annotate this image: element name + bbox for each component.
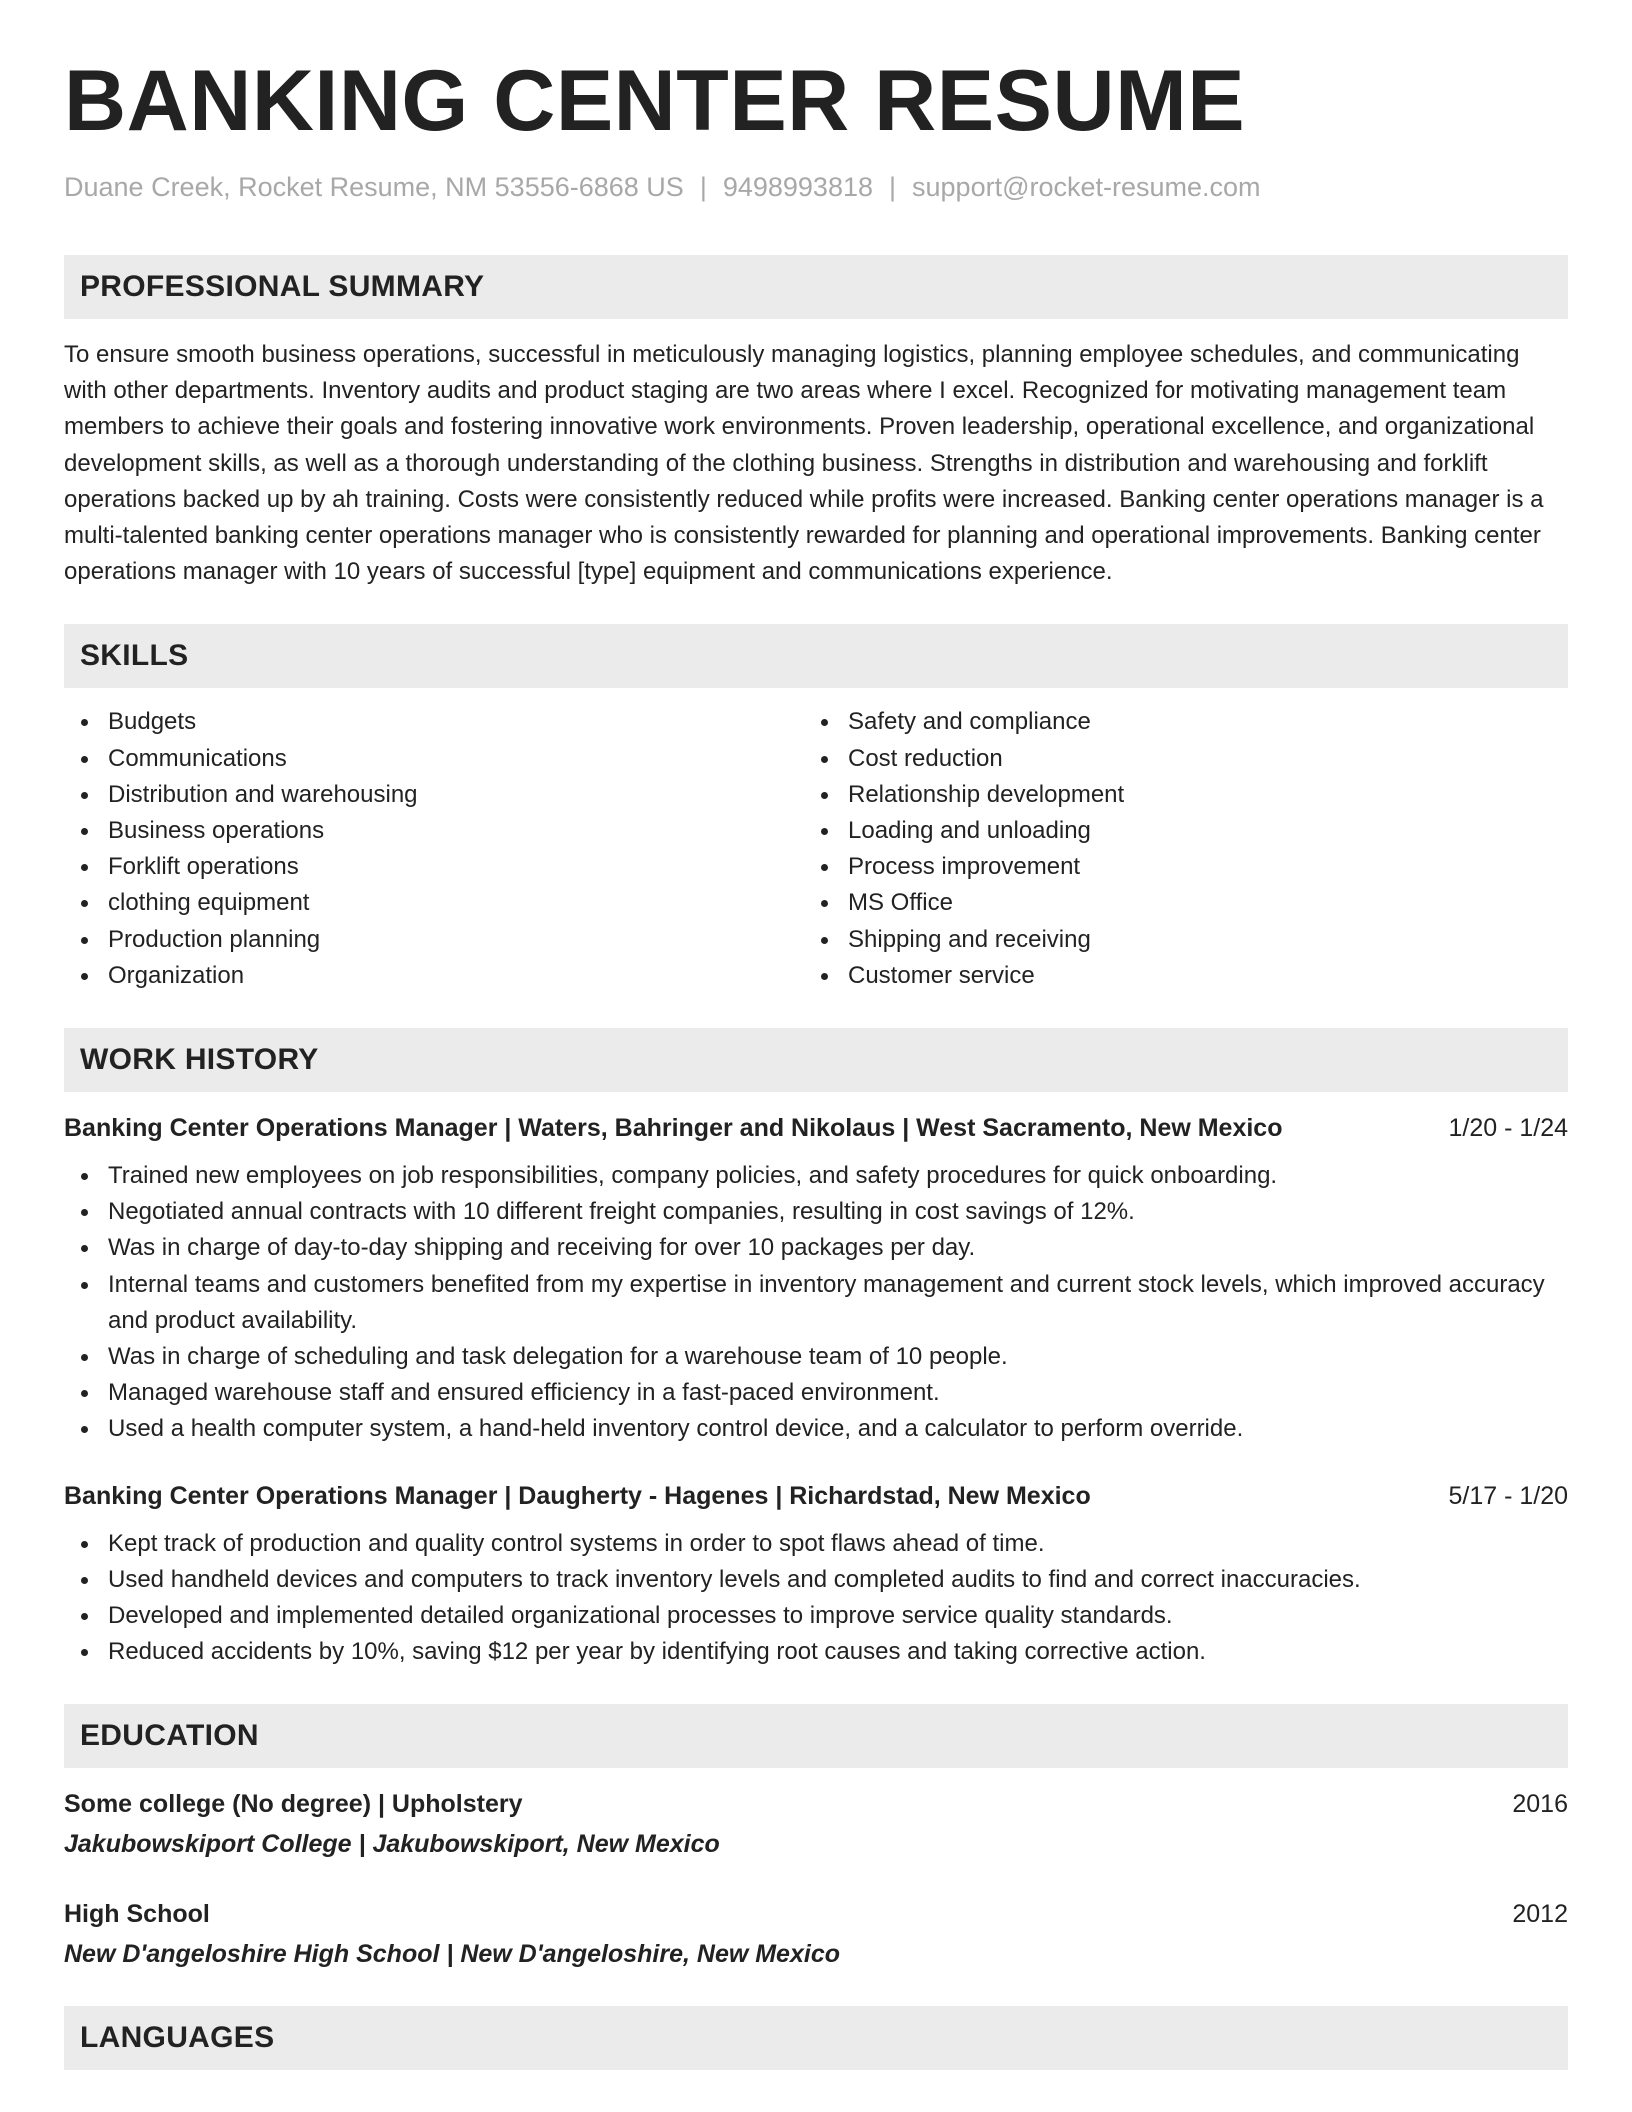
skill-item: Business operations xyxy=(64,813,804,849)
skills-column-right xyxy=(804,704,1544,994)
job-bullet: Reduced accidents by 10%, saving $12 per year by identifying root causes and taking corrective action. xyxy=(64,1634,1568,1670)
contact-address: Duane Creek, Rocket Resume, NM 53556-6868 US xyxy=(64,172,684,202)
education-degree: High School xyxy=(64,1900,210,1929)
job-bullet: Kept track of production and quality control systems in order to spot flaws ahead of time. xyxy=(64,1526,1568,1562)
contact-separator: | xyxy=(699,172,707,202)
education-header xyxy=(64,1896,1568,1932)
skill-item: clothing equipment xyxy=(64,885,804,921)
job-bullet: Developed and implemented detailed organizational processes to improve service quality standards. xyxy=(64,1598,1568,1634)
job-entry xyxy=(64,1478,1568,1671)
job-title: Banking Center Operations Manager | Waters, Bahringer and Nikolaus | West Sacramento, New Mexico xyxy=(64,1114,1283,1143)
skill-item: Organization xyxy=(64,958,804,994)
skill-item: Distribution and warehousing xyxy=(64,777,804,813)
job-dates: 1/20 - 1/24 xyxy=(1448,1114,1568,1143)
education-entry xyxy=(64,1786,1568,1862)
job-bullets xyxy=(64,1158,1568,1448)
resume-title: BANKING CENTER RESUME xyxy=(64,53,1246,149)
skill-item: Relationship development xyxy=(804,777,1544,813)
job-bullet: Used handheld devices and computers to track inventory levels and completed audits to find and correct inaccuracies. xyxy=(64,1562,1568,1598)
job-entry xyxy=(64,1110,1568,1448)
education-year: 2012 xyxy=(1512,1900,1568,1929)
education-school: New D'angeloshire High School | New D'angeloshire, New Mexico xyxy=(64,1940,840,1969)
skills-list xyxy=(64,704,1568,994)
job-bullet: Internal teams and customers benefited from my expertise in inventory management and current stock levels, which improved accuracy and product availability. xyxy=(64,1267,1568,1339)
job-bullet: Was in charge of scheduling and task delegation for a warehouse team of 10 people. xyxy=(64,1339,1568,1375)
job-bullet: Trained new employees on job responsibilities, company policies, and safety procedures for quick onboarding. xyxy=(64,1158,1568,1194)
skill-item: Forklift operations xyxy=(64,849,804,885)
section-heading-summary: PROFESSIONAL SUMMARY xyxy=(64,255,1568,319)
section-heading-education: EDUCATION xyxy=(64,1704,1568,1768)
job-header xyxy=(64,1478,1568,1514)
contact-email: support@rocket-resume.com xyxy=(912,172,1261,202)
education-school: Jakubowskiport College | Jakubowskiport, New Mexico xyxy=(64,1830,720,1859)
section-heading-skills: SKILLS xyxy=(64,624,1568,688)
contact-line xyxy=(64,172,1568,203)
education-year: 2016 xyxy=(1512,1790,1568,1819)
job-header xyxy=(64,1110,1568,1146)
contact-phone: 9498993818 xyxy=(722,172,873,202)
job-title: Banking Center Operations Manager | Daugherty - Hagenes | Richardstad, New Mexico xyxy=(64,1481,1091,1510)
skill-item: Budgets xyxy=(64,704,804,740)
job-bullet: Managed warehouse staff and ensured efficiency in a fast-paced environment. xyxy=(64,1375,1568,1411)
job-bullets xyxy=(64,1526,1568,1671)
section-heading-work-history: WORK HISTORY xyxy=(64,1028,1568,1092)
job-bullet: Negotiated annual contracts with 10 different freight companies, resulting in cost savings of 12%. xyxy=(64,1194,1568,1230)
skill-item: MS Office xyxy=(804,885,1544,921)
education-header xyxy=(64,1786,1568,1822)
summary-text: To ensure smooth business operations, successful in meticulously managing logistics, planning employee schedules, and communicating with other departments. Inventory audits and product staging are two areas where I excel. Recognized for motivating management team members to achieve their goals and fostering innovative work environments. Proven leadership, operational excellence, and organizational development skills, as well as a thorough understanding of the clothing business. Strengths in distribution and warehousing and forklift operations backed up by ah training. Costs were consistently reduced while profits were increased. Banking center operations manager is a multi-talented banking center operations manager who is consistently rewarded for planning and operational improvements. Banking center operations manager with 10 years of successful [type] equipment and communications experience. xyxy=(64,341,1544,586)
skill-item: Cost reduction xyxy=(804,741,1544,777)
skill-item: Customer service xyxy=(804,958,1544,994)
skill-item: Process improvement xyxy=(804,849,1544,885)
contact-separator: | xyxy=(889,172,897,202)
skill-item: Communications xyxy=(64,741,804,777)
skills-column-left xyxy=(64,704,804,994)
education-degree: Some college (No degree) | Upholstery xyxy=(64,1790,523,1819)
skill-item: Production planning xyxy=(64,922,804,958)
skill-item: Shipping and receiving xyxy=(804,922,1544,958)
job-bullet: Used a health computer system, a hand-held inventory control device, and a calculator to perform override. xyxy=(64,1411,1568,1447)
skill-item: Loading and unloading xyxy=(804,813,1544,849)
section-heading-languages: LANGUAGES xyxy=(64,2006,1568,2070)
education-entry xyxy=(64,1896,1568,1972)
skill-item: Safety and compliance xyxy=(804,704,1544,740)
job-bullet: Was in charge of day-to-day shipping and receiving for over 10 packages per day. xyxy=(64,1230,1568,1266)
job-dates: 5/17 - 1/20 xyxy=(1448,1481,1568,1510)
